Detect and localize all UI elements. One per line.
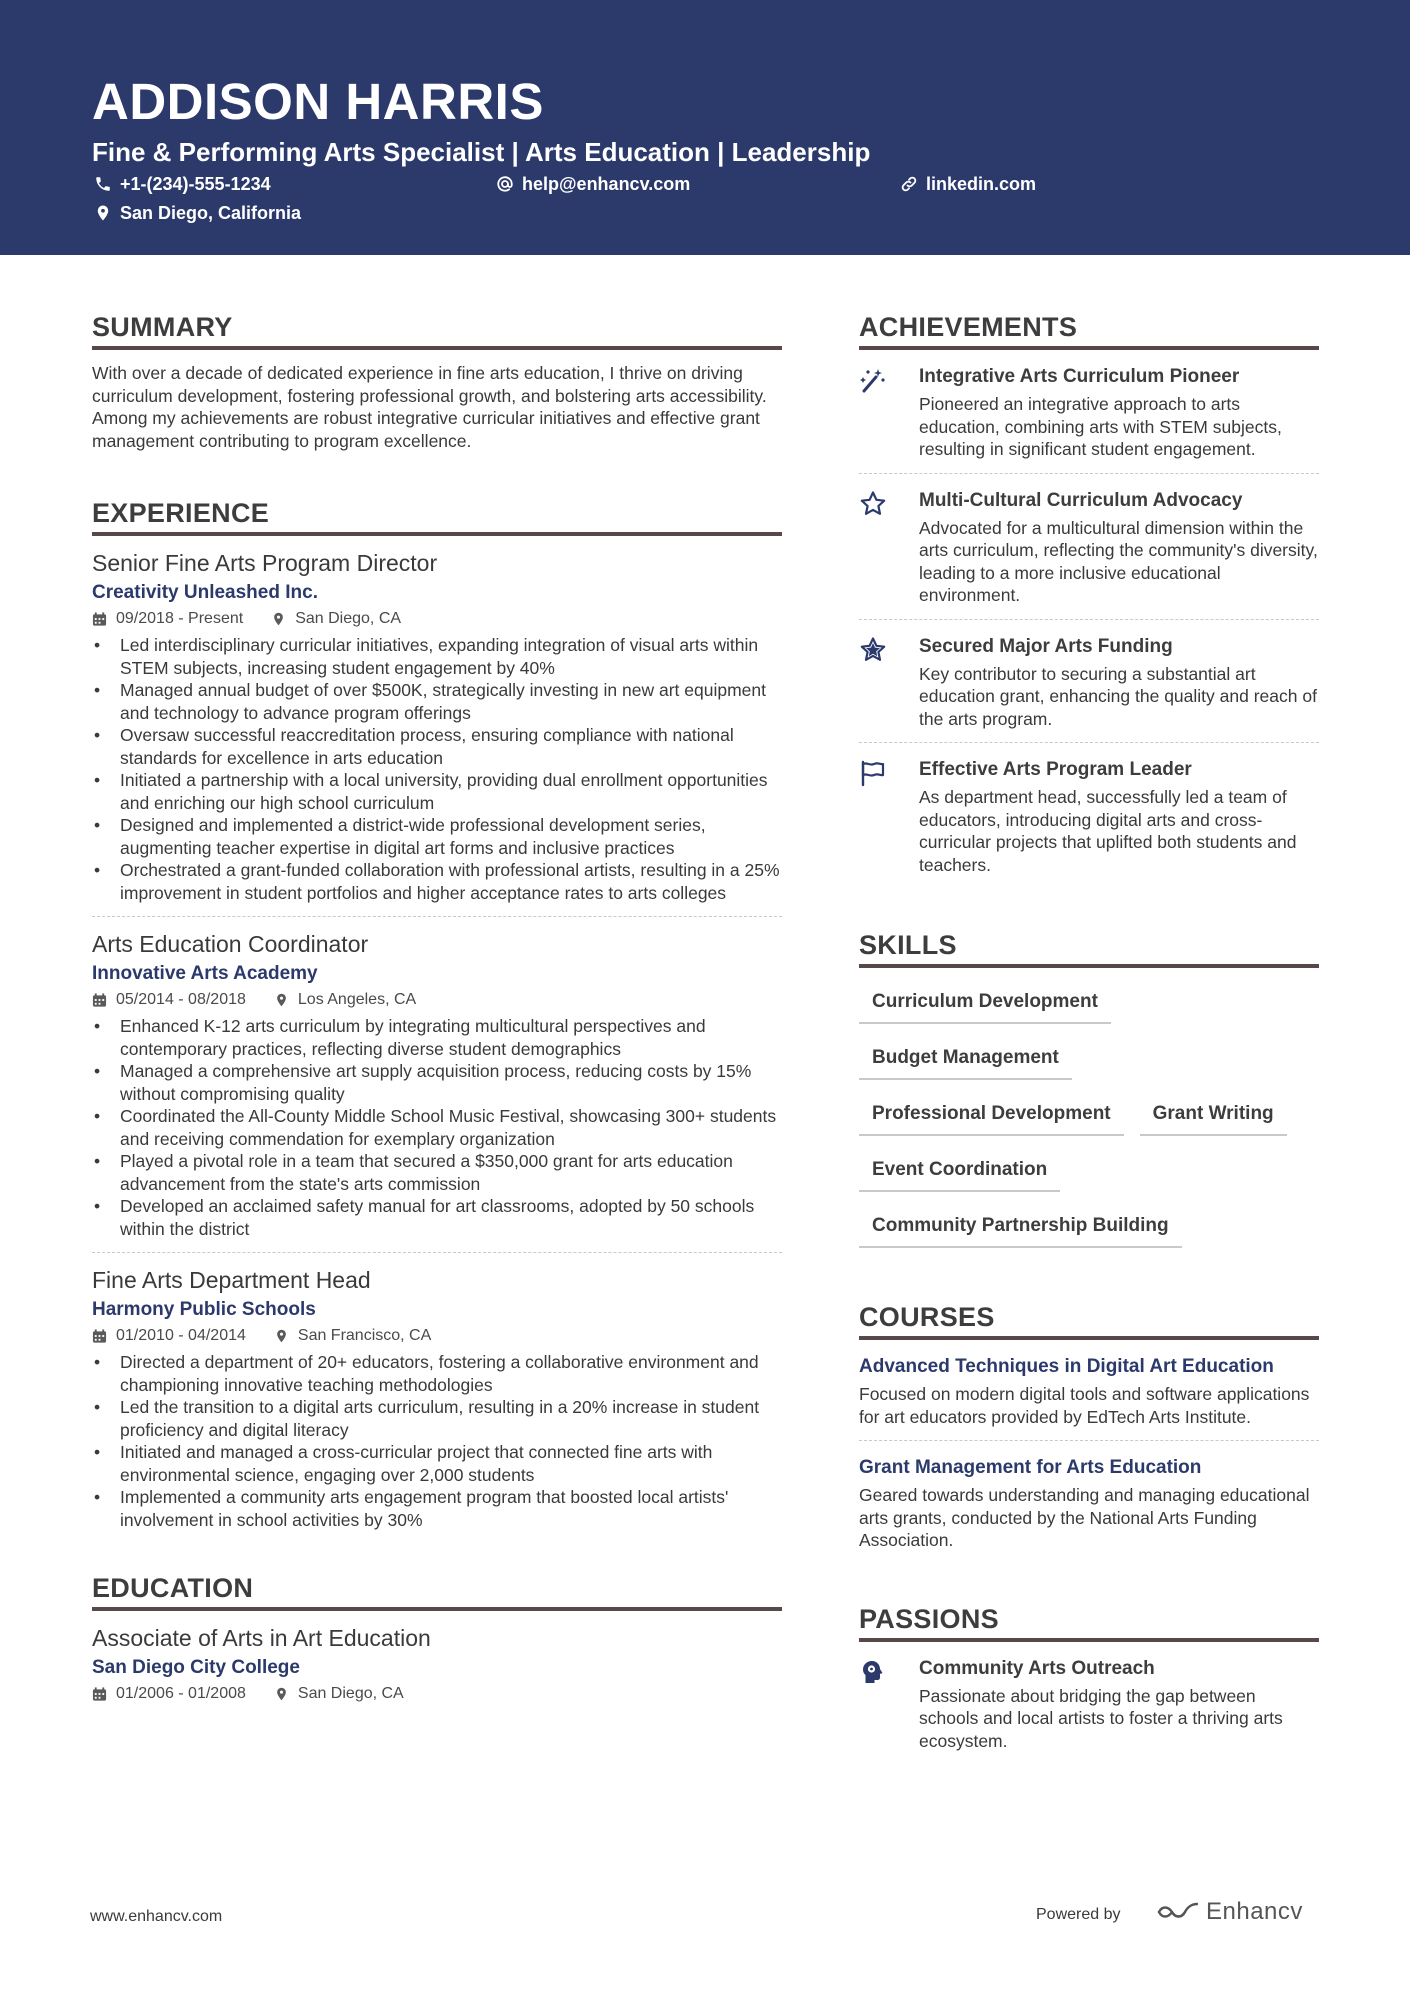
star-outline-icon	[859, 488, 901, 607]
bullet-item: • Led the transition to a digital arts curriculum, resulting in a 20% increase in student proficiency and digital literacy	[92, 1396, 782, 1441]
education-section	[92, 1571, 782, 1705]
education-meta	[92, 1683, 782, 1705]
location-pin-icon	[94, 204, 112, 222]
candidate-name: ADDISON HARRIS	[92, 73, 544, 130]
star-half-icon	[859, 634, 901, 731]
at-icon	[496, 175, 514, 193]
job-bullets	[92, 634, 782, 904]
achievement-body	[901, 364, 1319, 461]
course-title: Advanced Techniques in Digital Art Education	[859, 1356, 1274, 1377]
job-dates	[92, 1325, 246, 1347]
skill-tag: Professional Development	[859, 1094, 1124, 1136]
job-dates-text: 05/2014 - 08/2018	[116, 991, 246, 1008]
divider	[92, 1252, 782, 1253]
contact-location	[94, 201, 301, 225]
passion-desc: Passionate about bridging the gap between schools and local artists to foster a thriving arts ecosystem.	[919, 1685, 1283, 1751]
course-item	[859, 1441, 1319, 1564]
summary-heading: SUMMARY	[92, 310, 782, 350]
experience-entry	[92, 1265, 782, 1531]
enhancv-logo-icon	[1156, 1899, 1200, 1925]
course-desc: Geared towards understanding and managing educational arts grants, conducted by the National Arts Funding Association.	[859, 1485, 1310, 1550]
education-location	[274, 1683, 404, 1705]
head-brain-icon	[859, 1656, 901, 1753]
job-dates-text: 01/2010 - 04/2014	[116, 1327, 246, 1344]
bullet-item: • Implemented a community arts engagement program that boosted local artists' involvement in school activities by 30%	[92, 1486, 782, 1531]
bullet-item: • Led interdisciplinary curricular initiatives, expanding integration of visual arts within STEM subjects, increasing student engagement by 40%	[92, 634, 782, 679]
skill-tag: Community Partnership Building	[859, 1206, 1182, 1248]
course-item	[859, 1340, 1319, 1441]
job-location	[271, 608, 401, 630]
job-meta	[92, 989, 782, 1011]
job-company: Innovative Arts Academy	[92, 963, 318, 984]
achievement-title: Effective Arts Program Leader	[919, 759, 1192, 780]
achievement-desc: Key contributor to securing a substantial art education grant, enhancing the quality and reach of the arts program.	[919, 663, 1317, 729]
achievement-body	[901, 757, 1319, 876]
skill-tag: Budget Management	[859, 1038, 1072, 1080]
location-text: San Diego, California	[120, 203, 302, 223]
job-bullets	[92, 1015, 782, 1240]
achievement-item	[859, 474, 1319, 620]
achievement-item	[859, 620, 1319, 744]
bullet-item: • Initiated and managed a cross-curricular project that connected fine arts with environmental science, engaging over 2,000 students	[92, 1441, 782, 1486]
location-pin-icon	[274, 1686, 289, 1702]
flag-icon	[859, 757, 901, 876]
calendar-icon	[92, 1686, 107, 1702]
achievement-title: Secured Major Arts Funding	[919, 635, 1173, 657]
achievement-title: Multi-Cultural Curriculum Advocacy	[919, 489, 1243, 511]
bullet-item: • Orchestrated a grant-funded collaboration with professional artists, resulting in a 25% improvement in student portfolios and higher acceptance rates to arts colleges	[92, 859, 782, 904]
bullet-item: • Oversaw successful reaccreditation process, ensuring compliance with national standards for excellence in arts education	[92, 724, 782, 769]
degree-title: Associate of Arts in Art Education	[92, 1625, 431, 1651]
job-title: Senior Fine Arts Program Director	[92, 550, 438, 576]
email-link[interactable]: help@enhancv.com	[522, 174, 691, 194]
bullet-item: • Initiated a partnership with a local university, providing dual enrollment opportunities and enriching our high school curriculum	[92, 769, 782, 814]
link-icon	[900, 175, 918, 193]
job-location	[274, 1325, 431, 1347]
resume-header	[0, 0, 1410, 255]
candidate-title: Fine & Performing Arts Specialist | Arts Education | Leadership	[92, 137, 871, 167]
experience-entry	[92, 929, 782, 1253]
achievement-desc: As department head, successfully led a team of educators, introducing digital arts and cross-curricular projects that uplifted both students and teachers.	[919, 787, 1297, 875]
course-title: Grant Management for Arts Education	[859, 1457, 1202, 1478]
phone-icon	[94, 175, 112, 193]
contact-phone	[94, 172, 271, 196]
divider	[92, 916, 782, 917]
achievement-item	[859, 350, 1319, 474]
achievement-item	[859, 743, 1319, 888]
linkedin-link[interactable]: linkedin.com	[926, 174, 1037, 194]
skill-tag: Grant Writing	[1140, 1094, 1287, 1136]
wand-icon	[859, 364, 901, 461]
passions-heading: PASSIONS	[859, 1602, 1319, 1642]
right-column	[859, 310, 1319, 1764]
job-bullets	[92, 1351, 782, 1531]
job-dates-text: 09/2018 - Present	[116, 610, 244, 627]
course-desc: Focused on modern digital tools and software applications for art educators provided by EdTech Arts Institute.	[859, 1384, 1310, 1427]
summary-section	[92, 310, 782, 452]
skill-tag: Curriculum Development	[859, 982, 1111, 1024]
job-title: Arts Education Coordinator	[92, 931, 369, 957]
job-title: Fine Arts Department Head	[92, 1267, 371, 1293]
passion-title: Community Arts Outreach	[919, 1657, 1155, 1679]
bullet-item: • Directed a department of 20+ educators, fostering a collaborative environment and championing innovative teaching methodologies	[92, 1351, 782, 1396]
passion-item	[859, 1642, 1319, 1765]
bullet-item: • Managed a comprehensive art supply acquisition process, reducing costs by 15% without compromising quality	[92, 1060, 782, 1105]
enhancv-logo[interactable]	[1156, 1898, 1303, 1926]
location-pin-icon	[274, 992, 289, 1008]
footer-website-link[interactable]: www.enhancv.com	[90, 1908, 223, 1925]
contact-email[interactable]	[496, 172, 690, 196]
job-dates	[92, 608, 243, 630]
education-heading: EDUCATION	[92, 1571, 782, 1611]
job-location	[274, 989, 416, 1011]
calendar-icon	[92, 992, 107, 1008]
education-dates-text: 01/2006 - 01/2008	[116, 1685, 246, 1702]
achievement-desc: Pioneered an integrative approach to arts education, combining arts with STEM subjects, resulting in significant student engagement.	[919, 394, 1282, 459]
job-meta	[92, 1325, 782, 1347]
phone-text: +1-(234)-555-1234	[120, 174, 271, 194]
achievement-body	[901, 488, 1319, 607]
passion-body	[901, 1656, 1319, 1753]
achievement-body	[901, 634, 1319, 731]
contact-linkedin[interactable]	[900, 172, 1036, 196]
summary-text: With over a decade of dedicated experience in fine arts education, I thrive on driving curriculum development, fostering professional growth, and bolstering arts accessibility. Among my achievements are robust integrative curricular initiatives and effective grant management contributing to program excellence.	[92, 363, 767, 451]
skills-section	[859, 928, 1319, 1262]
skills-heading: SKILLS	[859, 928, 1319, 968]
achievement-title: Integrative Arts Curriculum Pioneer	[919, 366, 1240, 387]
location-pin-icon	[274, 1328, 289, 1344]
location-pin-icon	[271, 611, 286, 627]
achievements-section	[859, 310, 1319, 888]
passions-section	[859, 1602, 1319, 1765]
job-meta	[92, 608, 782, 630]
skill-tag: Event Coordination	[859, 1150, 1060, 1192]
job-location-text: San Francisco, CA	[297, 1327, 432, 1344]
enhancv-logo-text: Enhancv	[1206, 1898, 1303, 1925]
experience-heading: EXPERIENCE	[92, 496, 782, 536]
experience-section	[92, 496, 782, 1531]
education-location-text: San Diego, CA	[297, 1685, 404, 1702]
calendar-icon	[92, 611, 107, 627]
education-dates	[92, 1683, 246, 1705]
bullet-item: • Played a pivotal role in a team that secured a $350,000 grant for arts education advancement from the state's arts commission	[92, 1150, 782, 1195]
achievement-desc: Advocated for a multicultural dimension within the arts curriculum, reflecting the community's diversity, leading to a more inclusive educational environment.	[919, 517, 1318, 605]
skills-list	[859, 982, 1319, 1262]
footer-powered-by: Powered by	[1036, 1906, 1121, 1923]
courses-section	[859, 1300, 1319, 1564]
job-company: Harmony Public Schools	[92, 1299, 316, 1320]
job-dates	[92, 989, 246, 1011]
courses-heading: COURSES	[859, 1300, 1319, 1340]
bullet-item: • Managed annual budget of over $500K, strategically investing in new art equipment and technology to advance program offerings	[92, 679, 782, 724]
bullet-item: • Coordinated the All-County Middle School Music Festival, showcasing 300+ students and receiving commendation for exemplary organization	[92, 1105, 782, 1150]
school-name: San Diego City College	[92, 1657, 300, 1678]
experience-entry	[92, 548, 782, 917]
bullet-item: • Designed and implemented a district-wide professional development series, augmenting teacher expertise in digital art forms and inclusive practices	[92, 814, 782, 859]
job-location-text: San Diego, CA	[295, 610, 402, 627]
achievements-heading: ACHIEVEMENTS	[859, 310, 1319, 350]
job-company: Creativity Unleashed Inc.	[92, 582, 318, 603]
calendar-icon	[92, 1328, 107, 1344]
bullet-item: • Developed an acclaimed safety manual for art classrooms, adopted by 50 schools within the district	[92, 1195, 782, 1240]
job-location-text: Los Angeles, CA	[297, 991, 417, 1008]
bullet-item: • Enhanced K-12 arts curriculum by integrating multicultural perspectives and contemporary practices, reflecting diverse student demographics	[92, 1015, 782, 1060]
left-column	[92, 310, 782, 1705]
